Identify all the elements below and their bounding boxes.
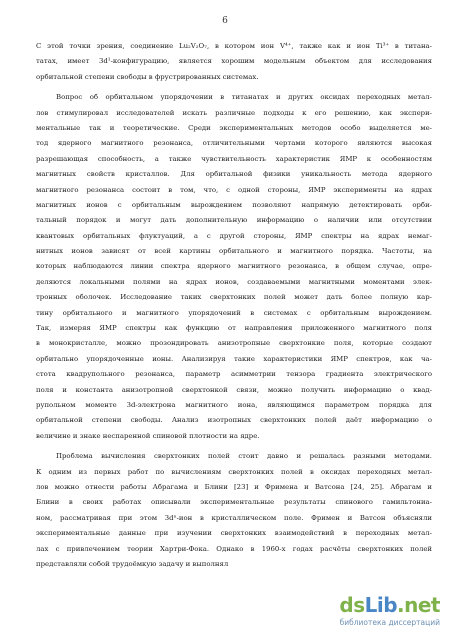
text-line: представляли собой трудоёмкую задачу и выполнял (36, 559, 229, 568)
watermark-logo (339, 593, 440, 617)
text-line: магнитных свойств кристаллов. Для орбитальной физики уникальность метода ядерного (36, 170, 432, 179)
text-line: орбитальной степени свободы. Анализ изотропных сверхтонких полей даёт информацию о (36, 416, 432, 425)
text-line: ном, рассматривая при этом 3dⁿ-ион в кристаллическом поле. Фримен и Ватсон объясняли (36, 513, 432, 522)
text-line: лах с привлечением теории Хартри-Фока. Однако в 1960-х годах расчёты сверхтонких полей (36, 544, 432, 553)
text-line: лов стимулировал исследователей искать различные подходы к его решению, как экспери- (36, 108, 432, 117)
page-number: 6 (222, 16, 228, 26)
text-line: К одним из первых работ по вычислениям сверхтонких полей в оксидах переходных метал- (36, 467, 432, 476)
text-line: экспериментальные данные при изучении сверхтонких взаимодействий в переходных метал- (36, 529, 432, 538)
text-line: тальный порядок и могут дать дополнительную информацию о наличии или отсутствии (36, 216, 432, 225)
text-line: тод ядерного магнитного резонанса, отличительными чертами которого являются высокая (36, 139, 432, 148)
text-line: квантовых орбитальных флуктуаций, а с другой стороны, ЯМР спектры на ядрах немаг- (36, 231, 432, 240)
paragraph (36, 39, 432, 85)
text-line: орбитально упорядоченные ионы. Анализируя такие характеристики ЯМР спектров, как ча- (36, 354, 432, 363)
text-line: Проблема вычисления сверхтонких полей стоит давно и решалась разными методами. (56, 452, 432, 461)
watermark-subtitle: библиотека диссертаций (339, 618, 440, 627)
text-line: ментальные так и теоретические. Среди экспериментальных методов особо выделяется ме- (36, 123, 432, 132)
text-line: разрешающая способность, а также чувствительность характеристик ЯМР к особенностям (36, 154, 432, 163)
text-line: поля и константа анизотропной сверхтонкой связи, можно получить информацию о квад- (36, 385, 432, 394)
text-line: деляются локальными полями на ядрах ионов, создаваемыми магнитными моментами элек- (36, 277, 432, 286)
text-line: магнитного резонанса состоит в том, что, с одной стороны, ЯМР эксперименты на ядрах (36, 185, 432, 194)
document-body (36, 39, 432, 572)
dslib-watermark (312, 593, 442, 629)
watermark-logo-text: dsLib.net (339, 593, 440, 617)
text-line: татах, имеет 3d¹-конфигурацию, является хорошим модельным объектом для исследования (36, 57, 432, 66)
text-line: нитных ионов зависят от всей картины орбитального и магнитного порядка. Частоты, на (36, 247, 432, 256)
text-line: Вопрос об орбитальном упорядочении в титанатах и других оксидах переходных метал- (56, 93, 432, 102)
paragraph (36, 90, 432, 444)
text-line: которых наблюдаются линии спектра ядерного магнитного резонанса, в общем случае, опре- (36, 262, 432, 271)
text-line: орбитальной степени свободы в фрустрированных системах. (36, 72, 259, 81)
text-line: величине и знаке неспаренной спиновой плотности на ядре. (36, 431, 260, 440)
text-line: лов можно отнести работы Абрагама и Блини [23] и Фримена и Ватсона [24, 25]. Абрагам и (36, 482, 432, 491)
text-line: Так, измеряя ЯМР спектры как функцию от направления приложенного магнитного поля (36, 324, 432, 333)
text-line: в монокристалле, можно прозондировать анизотропные сверхтонкие поля, которые создают (36, 339, 432, 348)
paragraph (36, 449, 432, 572)
text-line: С этой точки зрения, соединение Lu₂V₂O₇, в котором ион V⁴⁺, также как и ион Ti³⁺ в титана- (36, 42, 432, 50)
text-line: магнитных ионов с орбитальным вырождением позволяют напрямую детектировать орби- (36, 200, 432, 209)
text-line: стота квадрупольного резонанса, параметр асимметрии тензора градиента электрического (36, 370, 432, 379)
text-line: тронных оболочек. Исследование таких сверхтонких полей может дать более полную кар- (36, 293, 432, 302)
text-line: Блини в своих работах описывали экспериментальные результаты спинового гамильтониа- (36, 498, 432, 507)
text-line: рупольном моменте 3d-электрона магнитного иона, являющимся параметром порядка для (36, 400, 432, 409)
text-line: тину орбитального и магнитного упорядочений в системах с орбитальным вырождением. (36, 308, 432, 317)
